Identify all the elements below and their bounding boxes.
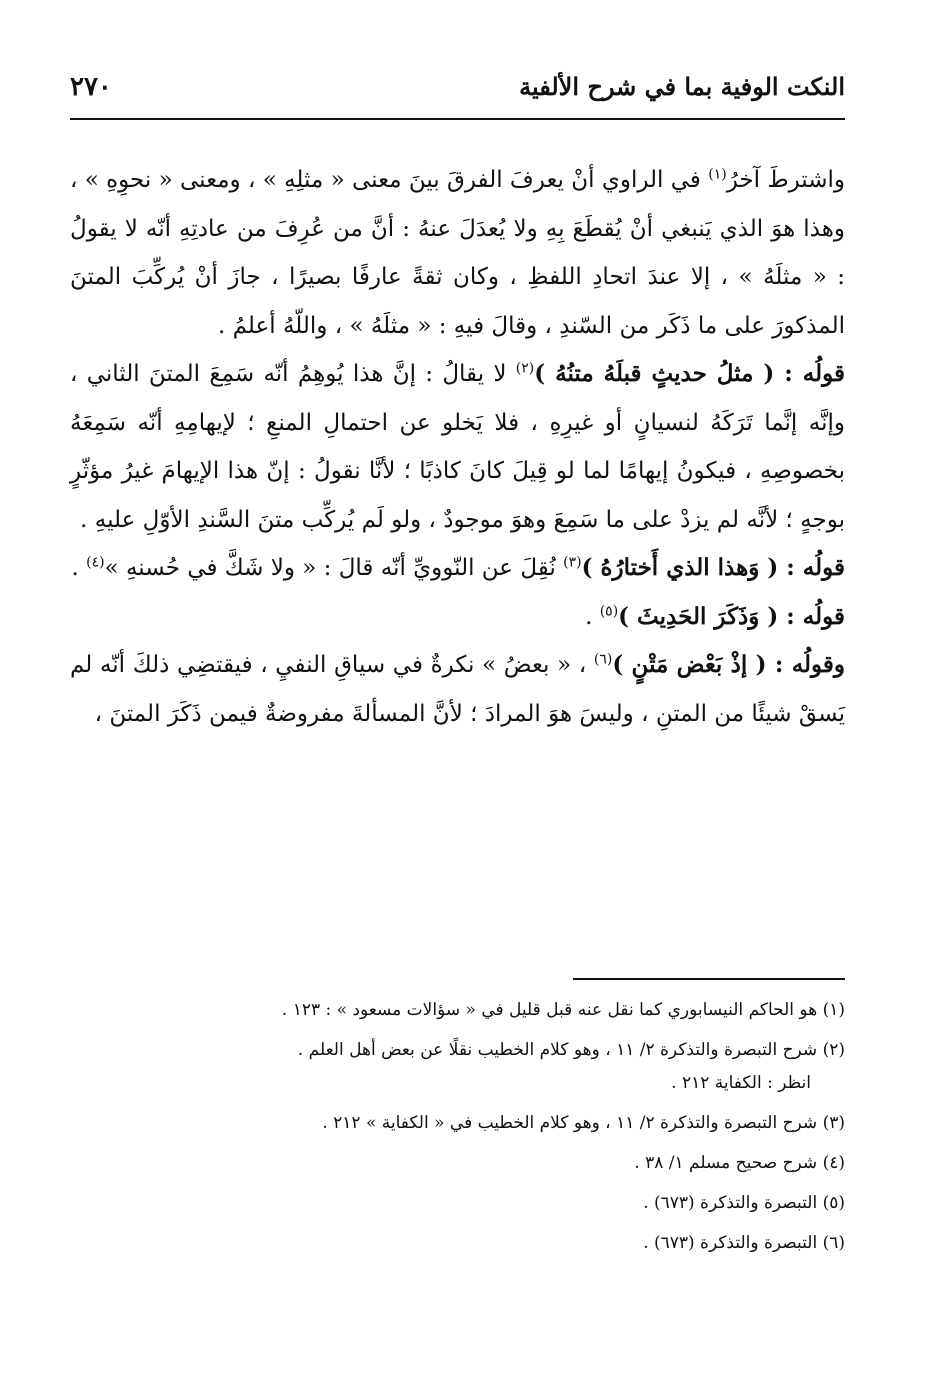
paragraph-4-end: .: [585, 603, 600, 630]
footnote-divider: [573, 978, 845, 980]
running-title: النكت الوفية بما في شرح الألفية: [519, 72, 845, 101]
footnotes: [70, 996, 845, 1269]
paragraph-5: [70, 641, 845, 738]
footnote-ref-5: (٥): [599, 602, 619, 619]
footnote-ref-2: (٢): [515, 360, 535, 377]
main-text: [70, 156, 845, 738]
footnote-3: (٣) شرح التبصرة والتذكرة ٢/ ١١ ، وهو كلام الخطيب في « الكفاية » ٢١٢ .: [322, 1113, 845, 1133]
footnote-2: (٢) شرح التبصرة والتذكرة ٢/ ١١ ، وهو كلام الخطيب نقلًا عن بعض أهل العلم .: [297, 1040, 845, 1060]
paragraph-3-text: نُقِلَ عن النّوويِّ أنّه قالَ : « ولا شَكَّ في حُسنهِ »: [104, 555, 564, 581]
paragraph-1-start: واشترطَ آخرُ: [726, 167, 846, 193]
paragraph-4-quote: ( وَذَكَرَ الحَدِيثَ ): [618, 602, 779, 630]
paragraph-2-text: لا يقالُ : إنَّ هذا يُوهِمُ أنّه سَمِعَ المتنَ الثاني ، وإنَّه إنَّما تَرَكَهُ لنسيانٍ أو غيرِهِ ، فلا يَخلو عن احتمالِ المنعِ ؛ لإيهامِهِ أنّه سَمِعَهُ بخصوصِهِ ، فيكونُ إيهامًا لما لو قِيلَ كانَ كاذبًا ؛ لأنَّا نقولُ : إنّ هذا الإيهامَ غيرُ مؤثّرٍ بوجهٍ ؛ لأنَّه لم يزدْ على ما سَمِعَ وهوَ موجودٌ ، ولو لَم يُركِّب متنَ السَّندِ الأوّلِ عليهِ .: [70, 361, 845, 533]
paragraph-5-quote: ( إذْ بَعْض مَتْنٍ ): [612, 651, 767, 678]
paragraph-2: [70, 350, 845, 544]
paragraph-3-end: .: [71, 555, 87, 581]
paragraph-3: [70, 544, 845, 593]
footnote-4: (٤) شرح صحيح مسلم ١/ ٣٨ .: [634, 1153, 845, 1173]
paragraph-5-text: ، « بعضُ » نكرةٌ في سياقِ النفيِ ، فيقتضِي ذلكَ أنّه لم يَسقْ شيئًا من المتنِ ، وليسَ هوَ المرادَ ؛ لأنَّ المسألةَ مفروضةٌ فيمن ذَكَرَ المتنَ ،: [70, 652, 845, 727]
book-page: [70, 58, 845, 1368]
footnote-ref-6: (٦): [593, 651, 613, 668]
footnote-1: (١) هو الحاكم النيسابوري كما نقل عنه قبل قليل في « سؤالات مسعود » : ١٢٣ .: [281, 1000, 845, 1020]
footnote-ref-3: (٣): [563, 554, 582, 571]
paragraph-3-lead: قولُه :: [778, 554, 845, 581]
paragraph-4-lead: قولُه :: [778, 602, 845, 630]
footnote-2-continued: انظر : الكفاية ٢١٢ .: [671, 1073, 811, 1093]
paragraph-2-quote: ( مثلُ حديثٍ قبلَهُ متنُهُ ): [534, 360, 775, 387]
paragraph-3-quote: ( وَهذا الذي أَختارُهُ ): [581, 554, 779, 581]
paragraph-1-text: في الراوي أنْ يعرفَ الفرقَ بينَ معنى « مثلِهِ » ، ومعنى « نحوِهِ » ، وهذا هوَ الذي يَنبغي أنْ يُقطَعَ بِهِ ولا يُعدَلَ عنهُ : أنَّ من عُرِفَ من عادتِهِ أنّه لا يقولُ : « مثلَهُ » ، إلا عندَ اتحادِ اللفظِ ، وكان ثقةً عارفًا بصيرًا ، جازَ أنْ يُركِّبَ المتنَ المذكورَ على ما ذَكَر من السّندِ ، وقالَ فيهِ : « مثلَهُ » ، واللّهُ أعلمُ .: [70, 167, 845, 339]
paragraph-1: [70, 156, 845, 350]
footnote-5: (٥) التبصرة والتذكرة (٦٧٣) .: [643, 1193, 845, 1213]
footnote-6: (٦) التبصرة والتذكرة (٦٧٣) .: [643, 1233, 845, 1253]
footnote-ref-1: (١): [708, 166, 727, 183]
footnote-ref-4: (٤): [86, 554, 105, 571]
page-header: [70, 58, 845, 120]
paragraph-2-lead: قولُه :: [774, 360, 845, 387]
page-number: ٢٧٠: [70, 72, 112, 102]
paragraph-4: [70, 593, 845, 642]
paragraph-5-lead: وقولُه :: [766, 651, 846, 678]
